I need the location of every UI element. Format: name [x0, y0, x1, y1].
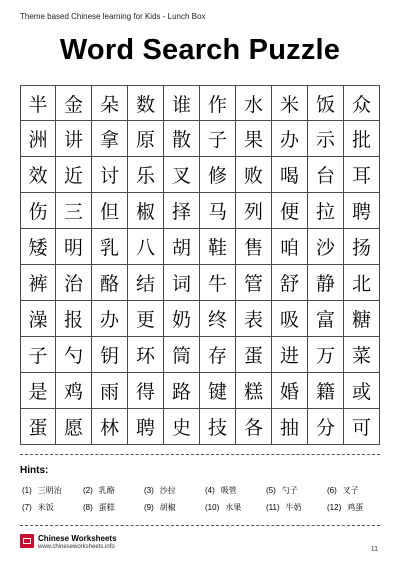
grid-cell[interactable]: 菜 — [344, 337, 380, 373]
grid-cell[interactable]: 牛 — [200, 265, 236, 301]
grid-cell[interactable]: 售 — [236, 229, 272, 265]
grid-cell[interactable]: 办 — [92, 301, 128, 337]
grid-cell[interactable]: 批 — [344, 121, 380, 157]
hint-number: (8) — [83, 503, 93, 512]
grid-cell[interactable]: 三 — [56, 193, 92, 229]
grid-cell[interactable]: 众 — [344, 85, 380, 121]
hint-number: (7) — [22, 503, 32, 512]
hint-number: (10) — [205, 503, 220, 512]
grid-cell[interactable]: 八 — [128, 229, 164, 265]
grid-cell[interactable]: 台 — [308, 157, 344, 193]
divider-bottom — [20, 525, 380, 526]
grid-cell[interactable]: 愿 — [56, 409, 92, 445]
grid-cell[interactable]: 叉 — [164, 157, 200, 193]
grid-cell[interactable]: 婚 — [272, 373, 308, 409]
grid-cell[interactable]: 吸 — [272, 301, 308, 337]
grid-cell[interactable]: 林 — [92, 409, 128, 445]
grid-cell[interactable]: 治 — [56, 265, 92, 301]
grid-cell[interactable]: 乐 — [128, 157, 164, 193]
divider-top — [20, 454, 380, 455]
hint-number: (9) — [144, 503, 154, 512]
hint-number: (2) — [83, 486, 93, 495]
hint-item — [205, 502, 266, 513]
grid-cell[interactable]: 管 — [236, 265, 272, 301]
grid-cell[interactable]: 修 — [200, 157, 236, 193]
grid-cell[interactable]: 裤 — [20, 265, 56, 301]
hint-item — [83, 502, 144, 513]
grid-cell[interactable]: 雨 — [92, 373, 128, 409]
grid-cell[interactable]: 讨 — [92, 157, 128, 193]
grid-cell[interactable]: 技 — [200, 409, 236, 445]
hint-word: 米饭 — [37, 503, 54, 512]
grid-cell[interactable]: 糕 — [236, 373, 272, 409]
grid-cell[interactable]: 金 — [56, 85, 92, 121]
hints-list — [22, 485, 382, 513]
grid-cell[interactable]: 酪 — [92, 265, 128, 301]
hint-word: 胡椒 — [159, 503, 176, 512]
grid-cell[interactable]: 糖 — [344, 301, 380, 337]
grid-cell[interactable]: 扬 — [344, 229, 380, 265]
word-search-grid — [20, 85, 380, 445]
grid-cell[interactable]: 澡 — [20, 301, 56, 337]
grid-cell[interactable]: 作 — [200, 85, 236, 121]
grid-cell[interactable]: 键 — [200, 373, 236, 409]
grid-cell[interactable]: 示 — [308, 121, 344, 157]
grid-cell[interactable]: 词 — [164, 265, 200, 301]
hints-heading: Hints: — [20, 465, 49, 476]
hint-word: 蛋糕 — [98, 503, 115, 512]
grid-cell[interactable]: 舒 — [272, 265, 308, 301]
grid-cell[interactable]: 散 — [164, 121, 200, 157]
hint-word: 吸管 — [220, 486, 237, 495]
grid-cell[interactable]: 抽 — [272, 409, 308, 445]
grid-cell[interactable]: 马 — [200, 193, 236, 229]
grid-cell[interactable]: 矮 — [20, 229, 56, 265]
grid-cell[interactable]: 环 — [128, 337, 164, 373]
grid-cell[interactable]: 鞋 — [200, 229, 236, 265]
grid-cell[interactable]: 子 — [20, 337, 56, 373]
grid-cell[interactable]: 水 — [236, 85, 272, 121]
hint-word: 叉子 — [342, 486, 359, 495]
grid-cell[interactable]: 饭 — [308, 85, 344, 121]
hint-item — [22, 485, 83, 496]
grid-cell[interactable]: 富 — [308, 301, 344, 337]
grid-cell[interactable]: 便 — [272, 193, 308, 229]
grid-cell[interactable]: 可 — [344, 409, 380, 445]
grid-cell[interactable]: 结 — [128, 265, 164, 301]
grid-cell[interactable]: 耳 — [344, 157, 380, 193]
grid-cell[interactable]: 果 — [236, 121, 272, 157]
grid-cell[interactable]: 筒 — [164, 337, 200, 373]
grid-cell[interactable]: 钥 — [92, 337, 128, 373]
hint-word: 勺子 — [281, 486, 298, 495]
hint-word: 水果 — [225, 503, 242, 512]
grid-cell[interactable]: 静 — [308, 265, 344, 301]
hint-item — [22, 502, 83, 513]
grid-cell[interactable]: 存 — [200, 337, 236, 373]
grid-cell[interactable]: 蛋 — [236, 337, 272, 373]
hint-number: (3) — [144, 486, 154, 495]
grid-cell[interactable]: 籍 — [308, 373, 344, 409]
grid-cell[interactable]: 万 — [308, 337, 344, 373]
grid-cell[interactable]: 史 — [164, 409, 200, 445]
grid-cell[interactable]: 报 — [56, 301, 92, 337]
grid-cell[interactable]: 拿 — [92, 121, 128, 157]
page-caption: Theme based Chinese learning for Kids - Lunch Box — [20, 12, 206, 21]
grid-cell[interactable]: 败 — [236, 157, 272, 193]
grid-cell[interactable]: 沙 — [308, 229, 344, 265]
grid-cell[interactable]: 终 — [200, 301, 236, 337]
grid-cell[interactable]: 分 — [308, 409, 344, 445]
grid-cell[interactable]: 进 — [272, 337, 308, 373]
grid-cell[interactable]: 效 — [20, 157, 56, 193]
grid-cell[interactable]: 明 — [56, 229, 92, 265]
hint-number: (11) — [266, 503, 280, 512]
grid-cell[interactable]: 或 — [344, 373, 380, 409]
hint-item — [327, 485, 388, 496]
grid-cell[interactable]: 谁 — [164, 85, 200, 121]
hint-item — [83, 485, 144, 496]
grid-cell[interactable]: 半 — [20, 85, 56, 121]
grid-cell[interactable]: 路 — [164, 373, 200, 409]
grid-cell[interactable]: 椒 — [128, 193, 164, 229]
site-url: www.chineseworksheets.info — [38, 544, 115, 550]
hint-number: (6) — [327, 486, 337, 495]
grid-cell[interactable]: 勺 — [56, 337, 92, 373]
grid-cell[interactable]: 奶 — [164, 301, 200, 337]
grid-cell[interactable]: 朵 — [92, 85, 128, 121]
grid-cell[interactable]: 乳 — [92, 229, 128, 265]
hint-item — [144, 502, 205, 513]
hint-word: 三明治 — [37, 486, 62, 495]
grid-cell[interactable]: 各 — [236, 409, 272, 445]
hint-number: (12) — [327, 503, 342, 512]
grid-cell[interactable]: 是 — [20, 373, 56, 409]
page-title: Word Search Puzzle — [59, 34, 341, 66]
grid-cell[interactable]: 鸡 — [56, 373, 92, 409]
grid-cell[interactable]: 聘 — [128, 409, 164, 445]
hint-number: (5) — [266, 486, 276, 495]
hint-item — [205, 485, 266, 496]
grid-cell[interactable]: 原 — [128, 121, 164, 157]
grid-cell[interactable]: 胡 — [164, 229, 200, 265]
grid-cell[interactable]: 拉 — [308, 193, 344, 229]
hint-word: 沙拉 — [159, 486, 176, 495]
hint-number: (1) — [22, 486, 32, 495]
grid-cell[interactable]: 近 — [56, 157, 92, 193]
grid-cell[interactable]: 择 — [164, 193, 200, 229]
hint-word: 乳酪 — [98, 486, 115, 495]
grid-cell[interactable]: 咱 — [272, 229, 308, 265]
grid-cell[interactable]: 但 — [92, 193, 128, 229]
grid-cell[interactable]: 办 — [272, 121, 308, 157]
grid-cell[interactable]: 伤 — [20, 193, 56, 229]
grid-cell[interactable]: 米 — [272, 85, 308, 121]
grid-cell[interactable]: 聘 — [344, 193, 380, 229]
grid-cell[interactable]: 列 — [236, 193, 272, 229]
hint-word: 鸡蛋 — [347, 503, 364, 512]
brand-name: Chinese Worksheets — [38, 534, 117, 543]
hint-item — [144, 485, 205, 496]
hint-item — [266, 485, 327, 496]
grid-cell[interactable]: 数 — [128, 85, 164, 121]
grid-cell[interactable]: 更 — [128, 301, 164, 337]
grid-cell[interactable]: 讲 — [56, 121, 92, 157]
hint-number: (4) — [205, 486, 215, 495]
grid-cell[interactable]: 子 — [200, 121, 236, 157]
grid-cell[interactable]: 得 — [128, 373, 164, 409]
grid-cell[interactable]: 北 — [344, 265, 380, 301]
hint-word: 牛奶 — [285, 503, 302, 512]
grid-cell[interactable]: 洲 — [20, 121, 56, 157]
page-number: 11 — [370, 546, 378, 553]
hint-item — [266, 502, 327, 513]
hint-item — [327, 502, 388, 513]
book-icon — [20, 534, 34, 548]
grid-cell[interactable]: 表 — [236, 301, 272, 337]
grid-cell[interactable]: 喝 — [272, 157, 308, 193]
grid-cell[interactable]: 蛋 — [20, 409, 56, 445]
